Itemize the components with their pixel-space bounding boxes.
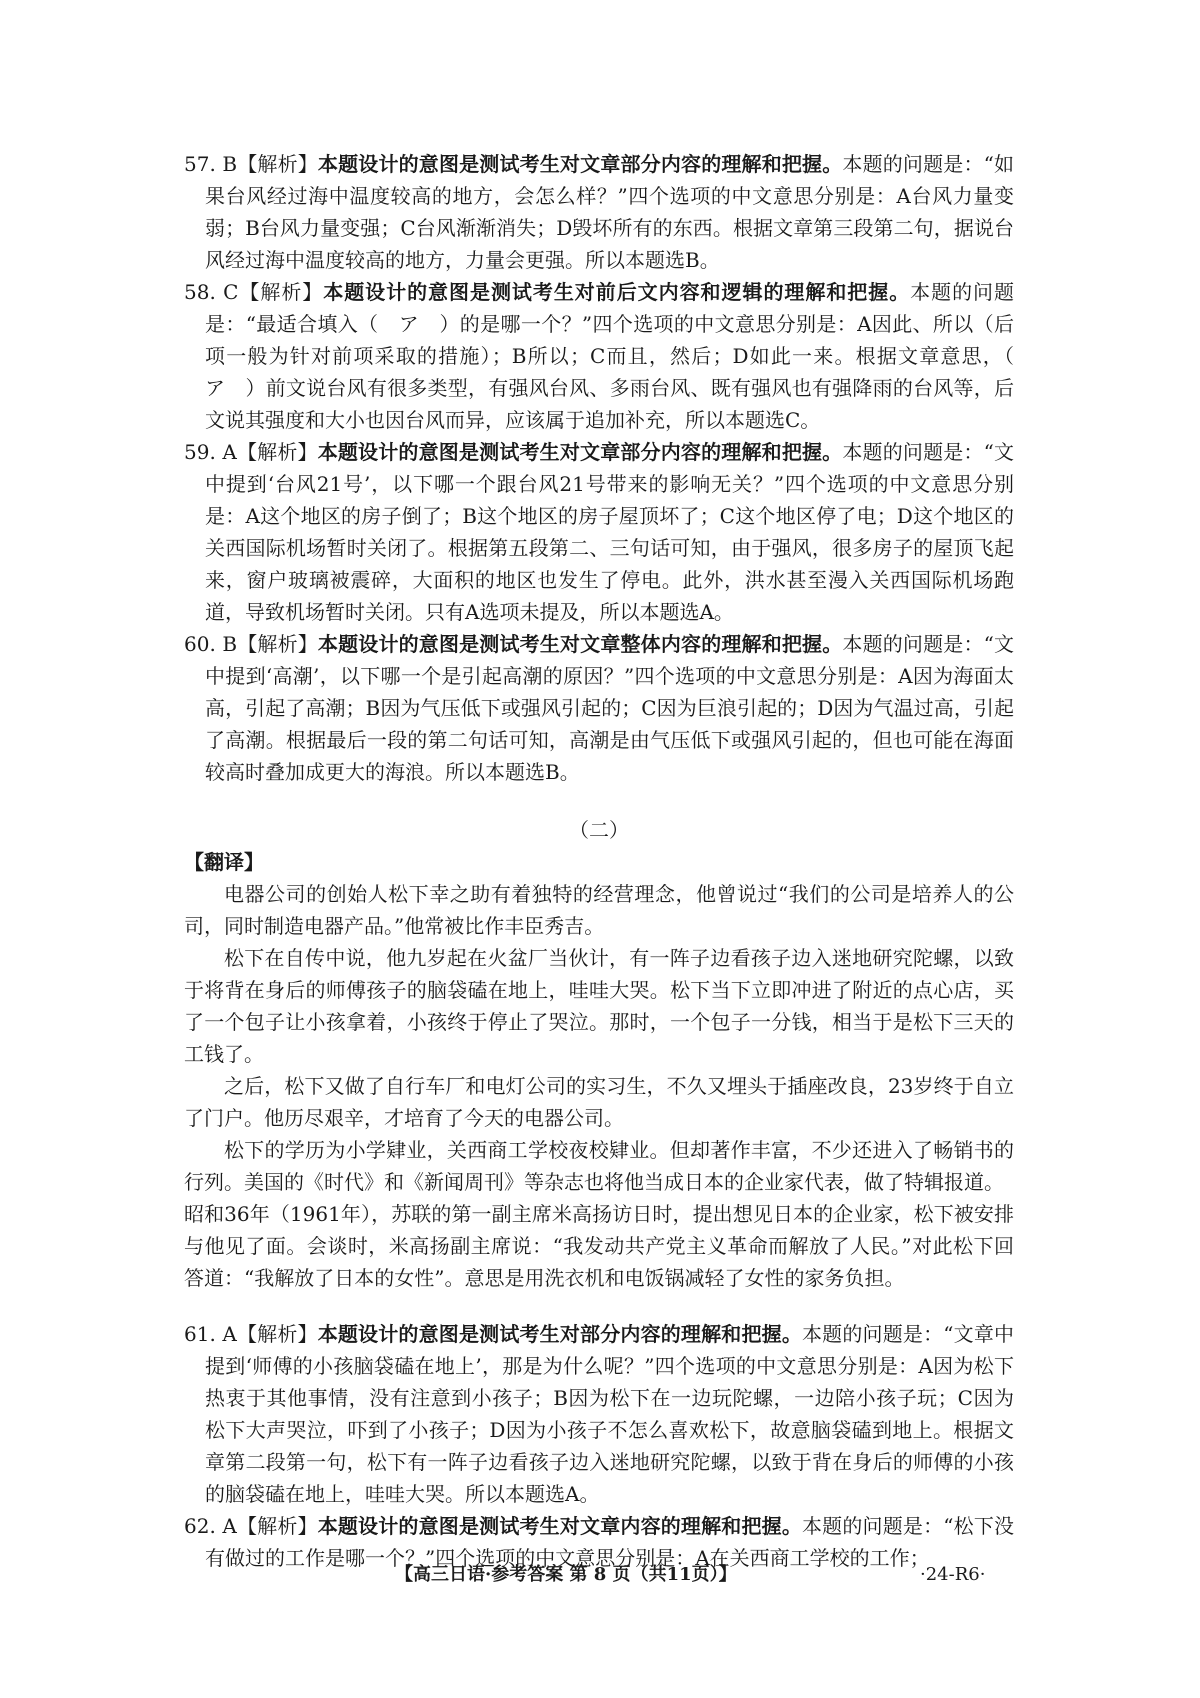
analysis-block-1	[184, 148, 1034, 788]
answer-60: 60. B【解析】本题设计的意图是测试考生对文章整体内容的理解和把握。本题的问题是：“文中提到‘高潮’，以下哪一个是引起高潮的原因？”四个选项的中文意思分别是：A因为海面太高，引起了高潮；B因为气压低下或强风引起的；C因为巨浪引起的；D因为气温过高，引起了高潮。根据最后一段的第二句话可知，高潮是由气压低下或强风引起的，但也可能在海面较高时叠加成更大的海浪。所以本题选B。	[184, 632, 1015, 784]
translation-paragraph: 松下的学历为小学肄业，关西商工学校夜校肄业。但却著作丰富，不少还进入了畅销书的行列。美国的《时代》和《新闻周刊》等杂志也将他当成日本的企业家代表，做了特辑报道。	[184, 1138, 1014, 1194]
answer-57: 57. B【解析】本题设计的意图是测试考生对文章部分内容的理解和把握。本题的问题是：“如果台风经过海中温度较高的地方，会怎么样？”四个选项的中文意思分别是：A台风力量变弱；B台风力量变强；C台风渐渐消失；D毁坏所有的东西。根据文章第三段第二句，据说台风经过海中温度较高的地方，力量会更强。所以本题选B。	[184, 152, 1015, 272]
answer-58: 58. C【解析】本题设计的意图是测试考生对前后文内容和逻辑的理解和把握。本题的问题是：“最适合填入（ ア ）的是哪一个？”四个选项的中文意思分别是：A因此、所以（后项一般为针对前项采取的措施）；B所以；C而且，然后；D如此一来。根据文章意思，（ ア ）前文说台风有很多类型，有强风台风、多雨台风、既有强风也有强降雨的台风等，后文说其强度和大小也因台风而异，应该属于追加补充，所以本题选C。	[184, 280, 1034, 432]
translation-paragraph: 之后，松下又做了自行车厂和电灯公司的实习生，不久又埋头于插座改良，23岁终于自立了门户。他历尽艰辛，才培育了今天的电器公司。	[184, 1074, 1014, 1130]
section-title: （二）	[569, 818, 629, 842]
translation-body	[184, 878, 1014, 1294]
spacer	[184, 1294, 1014, 1318]
footer-page-info: 【高三日语·参考答案 第 8 页（共11页）】	[395, 1564, 737, 1585]
analysis-block-2	[184, 1318, 1014, 1574]
answer-59: 59. A【解析】本题设计的意图是测试考生对文章部分内容的理解和把握。本题的问题是：“文中提到‘台风21号’，以下哪一个跟台风21号带来的影响无关？”四个选项的中文意思分别是：A这个地区的房子倒了；B这个地区的房子屋顶坏了；C这个地区停了电；D这个地区的关西国际机场暂时关闭了。根据第五段第二、三句话可知，由于强风，很多房子的屋顶飞起来，窗户玻璃被震碎，大面积的地区也发生了停电。此外，洪水甚至漫入关西国际机场跑道，导致机场暂时关闭。只有A选项未提及，所以本题选A。	[184, 440, 1015, 624]
translation-paragraph-last: 昭和36年（1961年），苏联的第一副主席米高扬访日时，提出想见日本的企业家，松下被安排与他见了面。会谈时，米高扬副主席说：“我发动共产党主义革命而解放了人民。”对此松下回答道：“我解放了日本的女性”。意思是用洗衣机和电饭锅减轻了女性的家务负担。	[184, 1202, 1014, 1290]
translation-paragraph: 电器公司的创始人松下幸之助有着独特的经营理念，他曾说过“我们的公司是培养人的公司，同时制造电器产品。”他常被比作丰臣秀吉。	[184, 882, 1014, 938]
footer-code: ·24-R6·	[920, 1564, 986, 1585]
page-content	[184, 148, 1034, 1574]
answer-62: 62. A【解析】本题设计的意图是测试考生对文章内容的理解和把握。本题的问题是：“松下没有做过的工作是哪一个？”四个选项的中文意思分别是：A在关西商工学校的工作；	[184, 1514, 1015, 1570]
translation-heading: 【翻译】	[184, 850, 264, 874]
answer-61: 61. A【解析】本题设计的意图是测试考生对部分内容的理解和把握。本题的问题是：“文章中提到‘师傅的小孩脑袋磕在地上’，那是为什么呢？”四个选项的中文意思分别是：A因为松下热衷于其他事情，没有注意到小孩子；B因为松下在一边玩陀螺，一边陪小孩子玩；C因为松下大声哭泣，吓到了小孩子；D因为小孩子不怎么喜欢松下，故意脑袋磕到地上。根据文章第二段第一句，松下有一阵子边看孩子边入迷地研究陀螺，以致于背在身后的师傅的小孩的脑袋磕在地上，哇哇大哭。所以本题选A。	[184, 1322, 1015, 1506]
translation-paragraph: 松下在自传中说，他九岁起在火盆厂当伙计，有一阵子边看孩子边入迷地研究陀螺，以致于将背在身后的师傅孩子的脑袋磕在地上，哇哇大哭。松下当下立即冲进了附近的点心店，买了一个包子让小孩拿着，小孩终于停止了哭泣。那时，一个包子一分钱，相当于是松下三天的工钱了。	[184, 946, 1014, 1066]
